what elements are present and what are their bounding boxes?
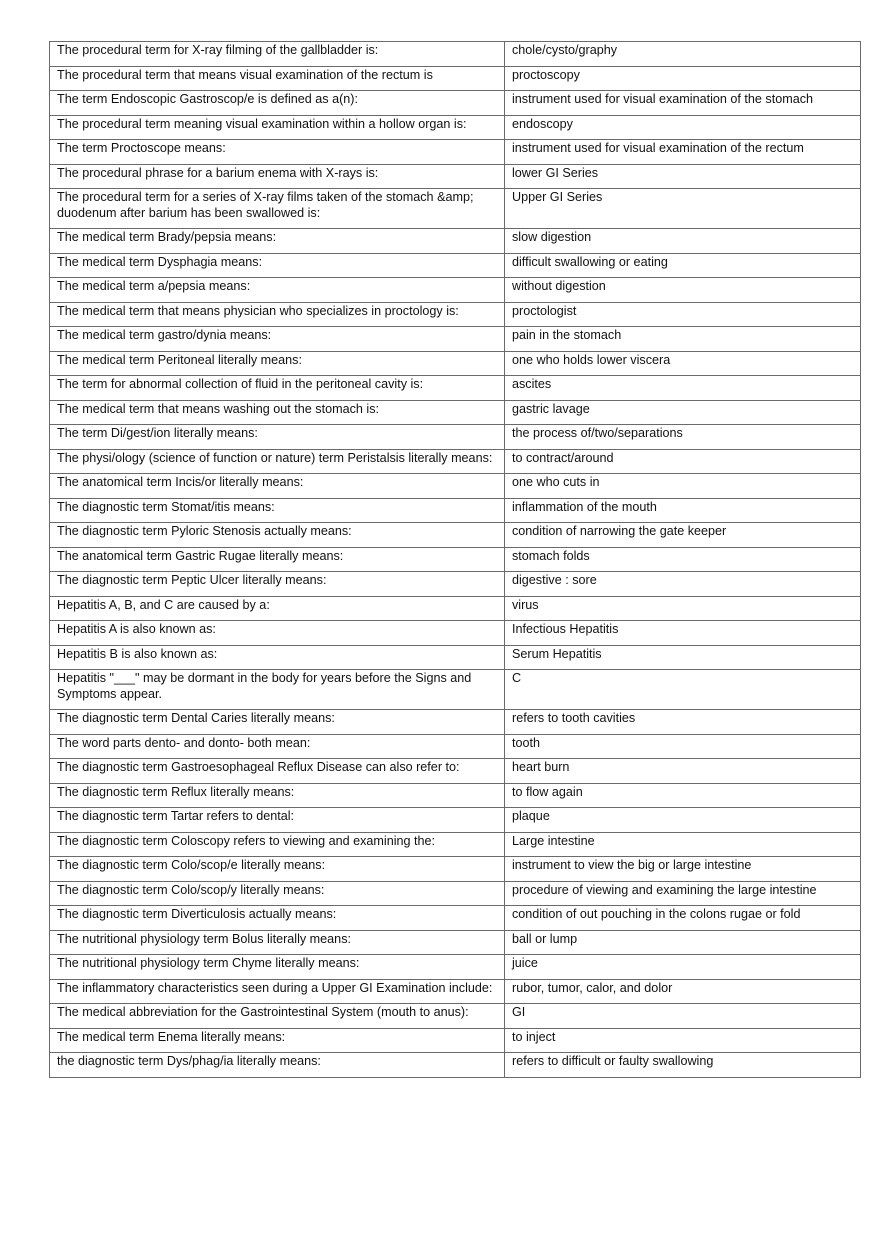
answer-cell: digestive : sore [505, 572, 861, 597]
answer-cell: the process of/two/separations [505, 425, 861, 450]
table-row [50, 670, 861, 710]
table-row [50, 376, 861, 401]
answer-cell: condition of out pouching in the colons rugae or fold [505, 906, 861, 931]
table-row [50, 596, 861, 621]
answer-cell: proctoscopy [505, 66, 861, 91]
question-cell: The diagnostic term Peptic Ulcer literally means: [50, 572, 505, 597]
question-cell: The term Di/gest/ion literally means: [50, 425, 505, 450]
table-row [50, 906, 861, 931]
answer-cell: rubor, tumor, calor, and dolor [505, 979, 861, 1004]
table-row [50, 523, 861, 548]
question-cell: The procedural term for X-ray filming of the gallbladder is: [50, 42, 505, 67]
table-row [50, 91, 861, 116]
question-cell: The medical term that means physician who specializes in proctology is: [50, 302, 505, 327]
table-row [50, 1004, 861, 1029]
question-cell: The medical term Brady/pepsia means: [50, 229, 505, 254]
answer-cell: instrument used for visual examination of the rectum [505, 140, 861, 165]
table-row [50, 229, 861, 254]
table-row [50, 808, 861, 833]
answer-cell: ball or lump [505, 930, 861, 955]
answer-cell: instrument used for visual examination of the stomach [505, 91, 861, 116]
question-cell: The word parts dento- and donto- both mean: [50, 734, 505, 759]
question-cell: Hepatitis A, B, and C are caused by a: [50, 596, 505, 621]
question-cell: The anatomical term Incis/or literally means: [50, 474, 505, 499]
answer-cell: without digestion [505, 278, 861, 303]
answer-cell: to contract/around [505, 449, 861, 474]
answer-cell: one who holds lower viscera [505, 351, 861, 376]
table-row [50, 832, 861, 857]
question-cell: The medical abbreviation for the Gastrointestinal System (mouth to anus): [50, 1004, 505, 1029]
question-cell: The procedural term that means visual examination of the rectum is [50, 66, 505, 91]
answer-cell: plaque [505, 808, 861, 833]
table-row [50, 1053, 861, 1078]
question-cell: Hepatitis B is also known as: [50, 645, 505, 670]
table-row [50, 189, 861, 229]
table-row [50, 449, 861, 474]
document-page [49, 41, 830, 1078]
question-cell: The diagnostic term Diverticulosis actually means: [50, 906, 505, 931]
table-row [50, 759, 861, 784]
question-cell: The diagnostic term Stomat/itis means: [50, 498, 505, 523]
question-cell: The medical term Enema literally means: [50, 1028, 505, 1053]
answer-cell: Upper GI Series [505, 189, 861, 229]
question-cell: Hepatitis "___" may be dormant in the body for years before the Signs and Symptoms appear. [50, 670, 505, 710]
table-row [50, 474, 861, 499]
table-row [50, 1028, 861, 1053]
table-body [50, 42, 861, 1078]
table-row [50, 66, 861, 91]
answer-cell: heart burn [505, 759, 861, 784]
question-cell: The medical term gastro/dynia means: [50, 327, 505, 352]
table-row [50, 955, 861, 980]
question-cell: The diagnostic term Pyloric Stenosis actually means: [50, 523, 505, 548]
table-row [50, 710, 861, 735]
question-cell: The term Proctoscope means: [50, 140, 505, 165]
answer-cell: procedure of viewing and examining the large intestine [505, 881, 861, 906]
answer-cell: proctologist [505, 302, 861, 327]
table-row [50, 645, 861, 670]
question-cell: the diagnostic term Dys/phag/ia literally means: [50, 1053, 505, 1078]
table-row [50, 115, 861, 140]
table-row [50, 400, 861, 425]
table-row [50, 930, 861, 955]
question-cell: The medical term a/pepsia means: [50, 278, 505, 303]
answer-cell: difficult swallowing or eating [505, 253, 861, 278]
question-cell: The diagnostic term Colo/scop/y literally means: [50, 881, 505, 906]
answer-cell: refers to tooth cavities [505, 710, 861, 735]
answer-cell: gastric lavage [505, 400, 861, 425]
table-row [50, 734, 861, 759]
question-cell: The procedural term meaning visual examination within a hollow organ is: [50, 115, 505, 140]
question-cell: The diagnostic term Reflux literally means: [50, 783, 505, 808]
table-row [50, 572, 861, 597]
table-row [50, 857, 861, 882]
table-row [50, 164, 861, 189]
question-cell: The medical term that means washing out the stomach is: [50, 400, 505, 425]
question-cell: The diagnostic term Dental Caries literally means: [50, 710, 505, 735]
question-cell: The diagnostic term Coloscopy refers to viewing and examining the: [50, 832, 505, 857]
table-row [50, 253, 861, 278]
question-cell: The term for abnormal collection of fluid in the peritoneal cavity is: [50, 376, 505, 401]
table-row [50, 140, 861, 165]
table-row [50, 783, 861, 808]
question-cell: The procedural phrase for a barium enema with X-rays is: [50, 164, 505, 189]
table-row [50, 547, 861, 572]
question-cell: The nutritional physiology term Bolus literally means: [50, 930, 505, 955]
answer-cell: stomach folds [505, 547, 861, 572]
answer-cell: virus [505, 596, 861, 621]
answer-cell: endoscopy [505, 115, 861, 140]
table-row [50, 302, 861, 327]
answer-cell: Serum Hepatitis [505, 645, 861, 670]
question-answer-table [49, 41, 861, 1078]
question-cell: The diagnostic term Tartar refers to dental: [50, 808, 505, 833]
answer-cell: one who cuts in [505, 474, 861, 499]
answer-cell: pain in the stomach [505, 327, 861, 352]
answer-cell: inflammation of the mouth [505, 498, 861, 523]
question-cell: The physi/ology (science of function or nature) term Peristalsis literally means: [50, 449, 505, 474]
question-cell: The diagnostic term Gastroesophageal Reflux Disease can also refer to: [50, 759, 505, 784]
answer-cell: condition of narrowing the gate keeper [505, 523, 861, 548]
answer-cell: to flow again [505, 783, 861, 808]
answer-cell: chole/cysto/graphy [505, 42, 861, 67]
question-cell: The inflammatory characteristics seen during a Upper GI Examination include: [50, 979, 505, 1004]
question-cell: The diagnostic term Colo/scop/e literally means: [50, 857, 505, 882]
answer-cell: slow digestion [505, 229, 861, 254]
table-row [50, 278, 861, 303]
table-row [50, 42, 861, 67]
question-cell: Hepatitis A is also known as: [50, 621, 505, 646]
answer-cell: Infectious Hepatitis [505, 621, 861, 646]
answer-cell: juice [505, 955, 861, 980]
answer-cell: Large intestine [505, 832, 861, 857]
answer-cell: refers to difficult or faulty swallowing [505, 1053, 861, 1078]
answer-cell: tooth [505, 734, 861, 759]
answer-cell: ascites [505, 376, 861, 401]
table-row [50, 351, 861, 376]
table-row [50, 979, 861, 1004]
question-cell: The nutritional physiology term Chyme literally means: [50, 955, 505, 980]
answer-cell: GI [505, 1004, 861, 1029]
question-cell: The medical term Dysphagia means: [50, 253, 505, 278]
question-cell: The procedural term for a series of X-ray films taken of the stomach &amp; duodenum after barium has been swallowed is: [50, 189, 505, 229]
table-row [50, 881, 861, 906]
question-cell: The anatomical term Gastric Rugae literally means: [50, 547, 505, 572]
question-cell: The medical term Peritoneal literally means: [50, 351, 505, 376]
answer-cell: instrument to view the big or large intestine [505, 857, 861, 882]
answer-cell: lower GI Series [505, 164, 861, 189]
table-row [50, 425, 861, 450]
table-row [50, 621, 861, 646]
table-row [50, 498, 861, 523]
answer-cell: C [505, 670, 861, 710]
answer-cell: to inject [505, 1028, 861, 1053]
question-cell: The term Endoscopic Gastroscop/e is defined as a(n): [50, 91, 505, 116]
table-row [50, 327, 861, 352]
